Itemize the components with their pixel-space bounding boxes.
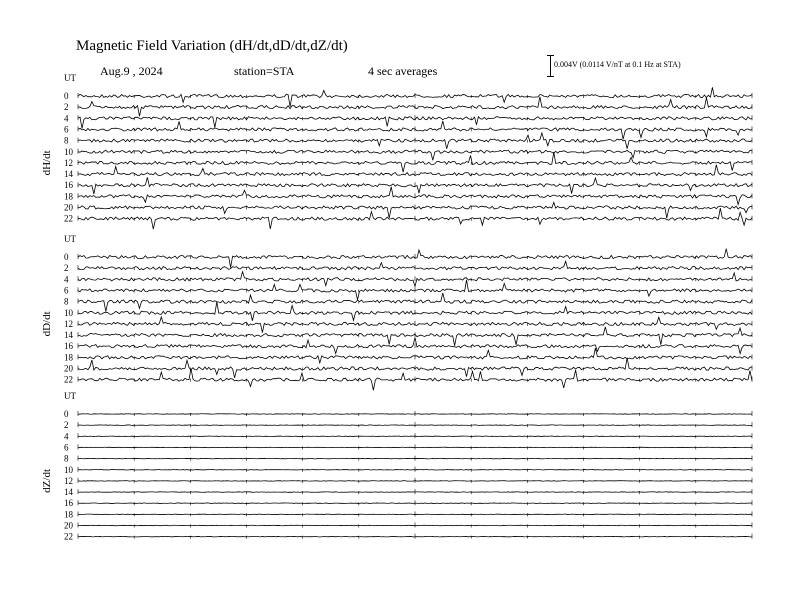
row-label: 0 bbox=[64, 91, 69, 101]
row-label: 12 bbox=[64, 318, 73, 329]
row-label: 4 bbox=[64, 431, 69, 442]
row-label: 20 bbox=[64, 202, 73, 213]
station-label: station=STA bbox=[234, 64, 295, 78]
row-label: 14 bbox=[64, 330, 73, 341]
trace-dZ-row bbox=[78, 470, 752, 471]
trace-dD-row bbox=[78, 293, 752, 312]
trace-dZ-row bbox=[78, 536, 752, 537]
ut-axis-label: UT bbox=[64, 73, 76, 83]
row-label: 10 bbox=[64, 146, 73, 157]
trace-dZ-row bbox=[78, 503, 752, 504]
trace-dD-row bbox=[78, 317, 752, 333]
row-label: 6 bbox=[64, 442, 69, 453]
trace-dD-row bbox=[78, 249, 752, 268]
row-tick-marks bbox=[78, 444, 752, 449]
trace-dZ-row bbox=[78, 514, 752, 515]
trace-dH-row bbox=[78, 208, 752, 229]
row-label: 14 bbox=[64, 169, 73, 180]
row-label: 2 bbox=[64, 102, 69, 113]
row-label: 10 bbox=[64, 464, 73, 475]
row-label: 22 bbox=[64, 374, 73, 385]
row-label: 10 bbox=[64, 307, 73, 318]
trace-dZ-row bbox=[78, 425, 752, 426]
ut-axis-label: UT bbox=[64, 391, 76, 401]
row-label: 22 bbox=[64, 213, 73, 224]
row-label: 4 bbox=[64, 274, 69, 285]
scale-label: 0.004V (0.0114 V/nT at 0.1 Hz at STA) bbox=[554, 60, 681, 69]
trace-dZ-row bbox=[78, 525, 752, 526]
row-label: 20 bbox=[64, 363, 73, 374]
averaging-label: 4 sec averages bbox=[368, 64, 438, 78]
row-label: 20 bbox=[64, 520, 73, 531]
row-label: 8 bbox=[64, 453, 69, 464]
row-label: 6 bbox=[64, 285, 69, 296]
row-label: 16 bbox=[64, 341, 73, 352]
panel-dD-ylabel: dD/dt bbox=[41, 311, 53, 337]
row-label: 2 bbox=[64, 263, 69, 274]
row-label: 18 bbox=[64, 509, 73, 520]
row-label: 18 bbox=[64, 191, 73, 202]
row-label: 16 bbox=[64, 498, 73, 509]
row-label: 14 bbox=[64, 487, 73, 498]
trace-dZ-row bbox=[78, 492, 752, 493]
trace-dZ-row bbox=[78, 447, 752, 448]
row-label: 12 bbox=[64, 157, 73, 168]
row-tick-marks bbox=[78, 93, 752, 98]
chart-title: Magnetic Field Variation (dH/dt,dD/dt,dZ/dt) bbox=[76, 38, 348, 54]
row-tick-marks bbox=[78, 534, 752, 539]
row-label: 12 bbox=[64, 475, 73, 486]
ut-axis-label: UT bbox=[64, 234, 76, 244]
row-label: 0 bbox=[64, 252, 69, 262]
date-label: Aug.9 , 2024 bbox=[100, 64, 163, 78]
trace-dZ-row bbox=[78, 458, 752, 459]
row-label: 0 bbox=[64, 409, 69, 419]
row-label: 8 bbox=[64, 296, 69, 307]
panel-dH-ylabel: dH/dt bbox=[41, 150, 53, 176]
row-label: 8 bbox=[64, 135, 69, 146]
row-label: 16 bbox=[64, 180, 73, 191]
row-label: 2 bbox=[64, 420, 69, 431]
row-label: 22 bbox=[64, 531, 73, 542]
row-label: 6 bbox=[64, 124, 69, 135]
row-label: 4 bbox=[64, 113, 69, 124]
row-label: 18 bbox=[64, 352, 73, 363]
panel-dZ-ylabel: dZ/dt bbox=[41, 468, 53, 493]
trace-dZ-row bbox=[78, 414, 752, 415]
